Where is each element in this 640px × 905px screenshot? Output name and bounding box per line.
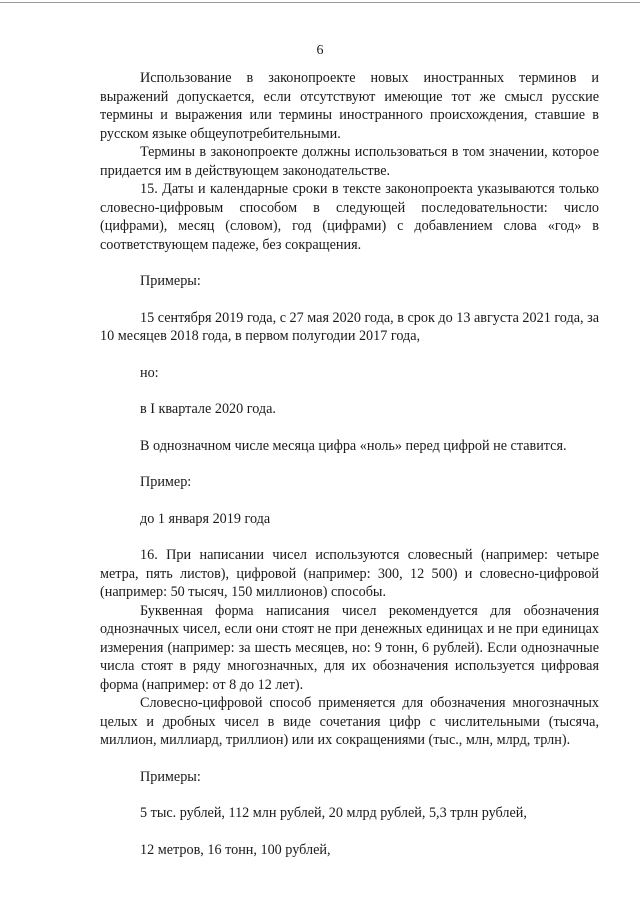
label-but: но: xyxy=(140,364,159,381)
example-quarter: в I квартале 2020 года. xyxy=(140,401,276,417)
document-body xyxy=(100,69,599,859)
spacer xyxy=(100,382,599,400)
spacer xyxy=(100,492,599,510)
page-top-edge xyxy=(0,2,640,3)
example-january: до 1 января 2019 года xyxy=(140,510,271,527)
example-units: 12 метров, 16 тонн, 100 рублей, xyxy=(140,841,331,858)
page-number: 6 xyxy=(316,43,324,58)
paragraph-word-digit-method: Словесно-цифровой способ применяется для обозначения многозначных целых и дробных чисел в виде сочетания цифр с числительными (тысяча, миллион, миллиард, триллион) или их сокращениями (тыс., млн, млрд, трлн). xyxy=(100,695,599,748)
spacer xyxy=(100,291,599,309)
paragraph-foreign-terms: Использование в законопроекте новых иностранных терминов и выражений допускается, если отсутствуют имеющие тот же смысл русские термины и выражения или термины иностранного происхождения, ставшие в русском языке общеупотребительными. xyxy=(100,70,599,142)
label-examples: Примеры: xyxy=(140,273,201,289)
spacer xyxy=(100,823,599,841)
spacer xyxy=(100,455,599,473)
spacer xyxy=(100,346,599,364)
paragraph-terms-meaning: Термины в законопроекте должны использоваться в том значении, которое придается им в действующем законодательстве. xyxy=(100,144,599,179)
rule-zero-month: В однозначном числе месяца цифра «ноль» перед цифрой не ставится. xyxy=(140,437,567,454)
label-examples-2: Примеры: xyxy=(140,768,201,785)
label-example: Пример: xyxy=(140,474,192,490)
example-money: 5 тыс. рублей, 112 млн рублей, 20 млрд рублей, 5,3 трлн рублей, xyxy=(140,805,527,821)
spacer xyxy=(100,254,599,272)
paragraph-item-16-numbers: 16. При написании чисел используются словесный (например: четыре метра, пять листов), цифровой (например: 300, 12 500) и словесно-цифровой (например: 50 тысяч, 150 миллионов) способы. xyxy=(100,547,599,600)
example-dates: 15 сентября 2019 года, с 27 мая 2020 года, в срок до 13 августа 2021 года, за 10 месяцев 2018 года, в первом полугодии 2017 года, xyxy=(100,309,599,344)
spacer xyxy=(100,750,599,768)
spacer xyxy=(100,786,599,804)
paragraph-item-15-dates: 15. Даты и календарные сроки в тексте законопроекта указываются только словесно-цифровым способом в следующей последовательности: число (цифрами), месяц (словом), год (цифрами) с добавлением слова «год» в соответствующем падеже, без сокращения. xyxy=(100,181,599,253)
spacer xyxy=(100,419,599,437)
paragraph-letter-form: Буквенная форма написания чисел рекомендуется для обозначения однозначных чисел, если они стоят не при денежных единицах и не при единицах измерения (например: за шесть месяцев, но: 9 тонн, 6 рублей). Если однозначные числа стоят в ряду многозначных, для их обозначения используется цифровая форма (например: от 8 до 12 лет). xyxy=(100,602,599,693)
spacer xyxy=(100,528,599,546)
